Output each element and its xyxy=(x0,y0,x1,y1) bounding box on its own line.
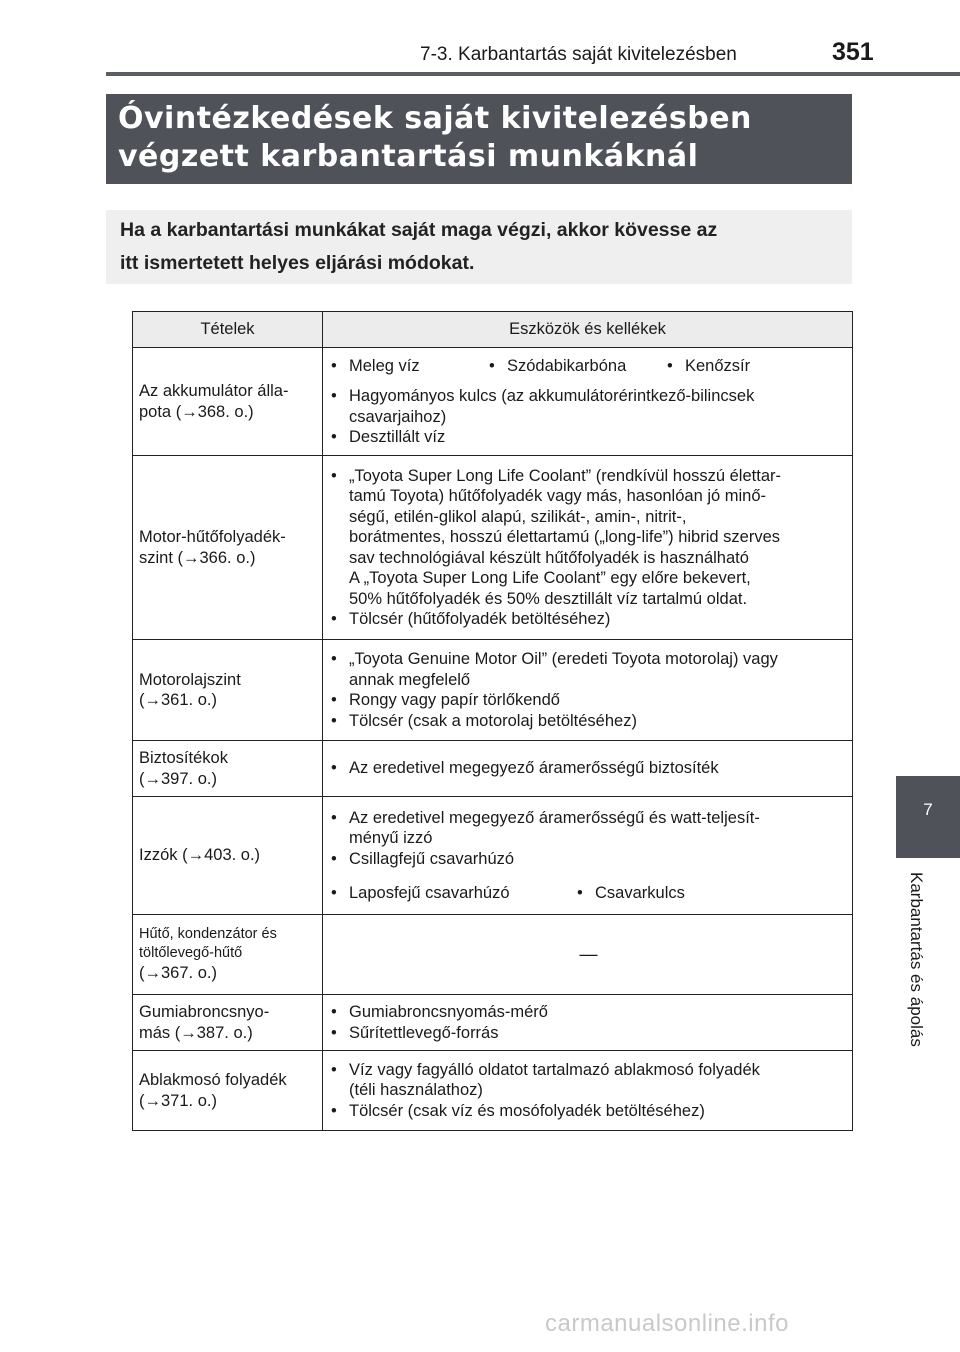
tool-item: • Meleg víz xyxy=(331,356,420,375)
row-item-cell xyxy=(133,741,323,797)
tool-item: • Csillagfejű csavarhúzó xyxy=(331,849,515,868)
table-row xyxy=(133,348,853,456)
tool-item: • Az eredetivel megegyező áramerősségű biztosíték xyxy=(331,759,719,778)
row-tools-cell xyxy=(323,995,853,1051)
row-item-text: szint (→366. o.) xyxy=(139,548,256,567)
chapter-label-text: Karbantartás és ápolás xyxy=(907,872,926,1047)
tool-item: • Víz vagy fagyálló oldatot tartalmazó ablakmosó folyadék (téli használathoz) xyxy=(331,1060,760,1100)
tool-item: • Rongy vagy papír törlőkendő xyxy=(331,691,560,709)
tool-item: • „Toyota Genuine Motor Oil” (eredeti Toyota motorolaj) vagy annak megfelelő xyxy=(331,650,778,689)
tool-item: • Gumiabroncsnyomás-mérő xyxy=(331,1003,548,1021)
inline-tool-list xyxy=(331,883,846,904)
row-item-cell xyxy=(133,640,323,741)
row-tools-cell xyxy=(323,741,853,797)
page-title-line-2: végzett karbantartási munkáknál xyxy=(118,139,699,174)
row-item-text: Az akkumulátor álla- xyxy=(139,382,289,400)
tool-item: • Csavarkulcs xyxy=(577,884,685,902)
chapter-number: 7 xyxy=(923,800,933,819)
row-item-text: pota (→368. o.) xyxy=(139,402,254,421)
table-row xyxy=(133,797,853,915)
row-item-text: (→397. o.) xyxy=(139,769,217,788)
row-tools-cell xyxy=(323,456,853,640)
watermark: carmanualsonline.info xyxy=(545,1310,789,1337)
row-item-cell xyxy=(133,915,323,995)
tool-item: • Hagyományos kulcs (az akkumulátorérintkező-bilincsek csavarjaihoz) xyxy=(331,387,755,426)
table-row xyxy=(133,995,853,1051)
row-item-text: más (→387. o.) xyxy=(139,1023,253,1042)
table-row xyxy=(133,741,853,797)
row-item-text: Hűtő, kondenzátor és xyxy=(139,926,277,943)
row-item-text: Izzók (→403. o.) xyxy=(139,846,261,865)
page-number: 351 xyxy=(832,38,874,66)
row-tools-cell xyxy=(323,1051,853,1131)
row-item-text: (→367. o.) xyxy=(139,964,217,983)
row-item-cell xyxy=(133,1051,323,1131)
tool-item: • Tölcsér (hűtőfolyadék betöltéséhez) xyxy=(331,610,611,628)
row-item-text: (→371. o.) xyxy=(139,1091,217,1110)
row-item-cell xyxy=(133,456,323,640)
column-header-tools: Eszközök és kellékek xyxy=(323,312,853,348)
chapter-label xyxy=(906,872,924,1082)
inline-tool-list xyxy=(331,356,846,377)
row-item-text: Motor-hűtőfolyadék- xyxy=(139,528,286,546)
row-item-cell xyxy=(133,348,323,456)
table-row xyxy=(133,1051,853,1131)
row-item-text: Ablakmosó folyadék xyxy=(139,1071,287,1089)
row-item-cell xyxy=(133,797,323,915)
tool-item: • Szódabikarbóna xyxy=(489,356,627,375)
row-item-text: töltőlevegő-hűtő xyxy=(139,945,243,962)
intro-box xyxy=(106,210,852,284)
section-title: 7-3. Karbantartás saját kivitelezésben xyxy=(420,44,737,65)
table-row xyxy=(133,640,853,741)
row-item-text: Gumiabroncsnyo- xyxy=(139,1003,270,1021)
row-item-text: Motorolajszint xyxy=(139,670,241,689)
row-item-text: (→361. o.) xyxy=(139,691,217,709)
column-header-items: Tételek xyxy=(133,312,323,348)
row-tools-cell xyxy=(323,348,853,456)
table-row xyxy=(133,456,853,640)
table-header-row xyxy=(133,312,853,348)
no-tools-dash: — xyxy=(323,915,853,995)
intro-line-2: itt ismertetett helyes eljárási módokat. xyxy=(120,252,475,274)
tool-item: • Az eredetivel megegyező áramerősségű és watt-teljesít- ményű izzó xyxy=(331,808,760,847)
row-item-cell xyxy=(133,995,323,1051)
row-item-text: Biztosítékok xyxy=(139,749,228,767)
table-row xyxy=(133,915,853,995)
row-tools-cell xyxy=(323,640,853,741)
tool-item: • Desztillált víz xyxy=(331,428,446,446)
intro-line-1: Ha a karbantartási munkákat saját maga végzi, akkor kövesse az xyxy=(120,219,718,241)
tool-item: • Sűrítettlevegő-forrás xyxy=(331,1023,499,1042)
chapter-tab xyxy=(896,776,960,858)
maintenance-table xyxy=(132,311,853,1131)
tool-item: • Tölcsér (csak víz és mosófolyadék betöltéséhez) xyxy=(331,1101,705,1120)
tool-item: • Laposfejű csavarhúzó xyxy=(331,884,510,902)
tool-item: • Kenőzsír xyxy=(667,356,751,375)
page-title-line-1: Óvintézkedések saját kivitelezésben xyxy=(118,101,752,136)
header-rule xyxy=(106,72,960,76)
tool-item: • „Toyota Super Long Life Coolant” (rendkívül hosszú élettar- tamú Toyota) hűtőfolyadék vagy más, hasonlóan jó minő- ségű, etilén-glikol alapú, szilikát-, amin-, nitrit-, borátmentes, hosszú élettartamú („long-life”) hibrid szerves sav technológiával készült hűtőfolyadék is használható A „Toyota Super Long Life Coolant” egy előre bekevert, 50% hűtőfolyadék és 50% desztillált víz tartalmú oldat. xyxy=(331,466,781,608)
row-tools-cell xyxy=(323,797,853,915)
tool-item: • Tölcsér (csak a motorolaj betöltéséhez) xyxy=(331,711,637,730)
page-title xyxy=(106,94,852,184)
